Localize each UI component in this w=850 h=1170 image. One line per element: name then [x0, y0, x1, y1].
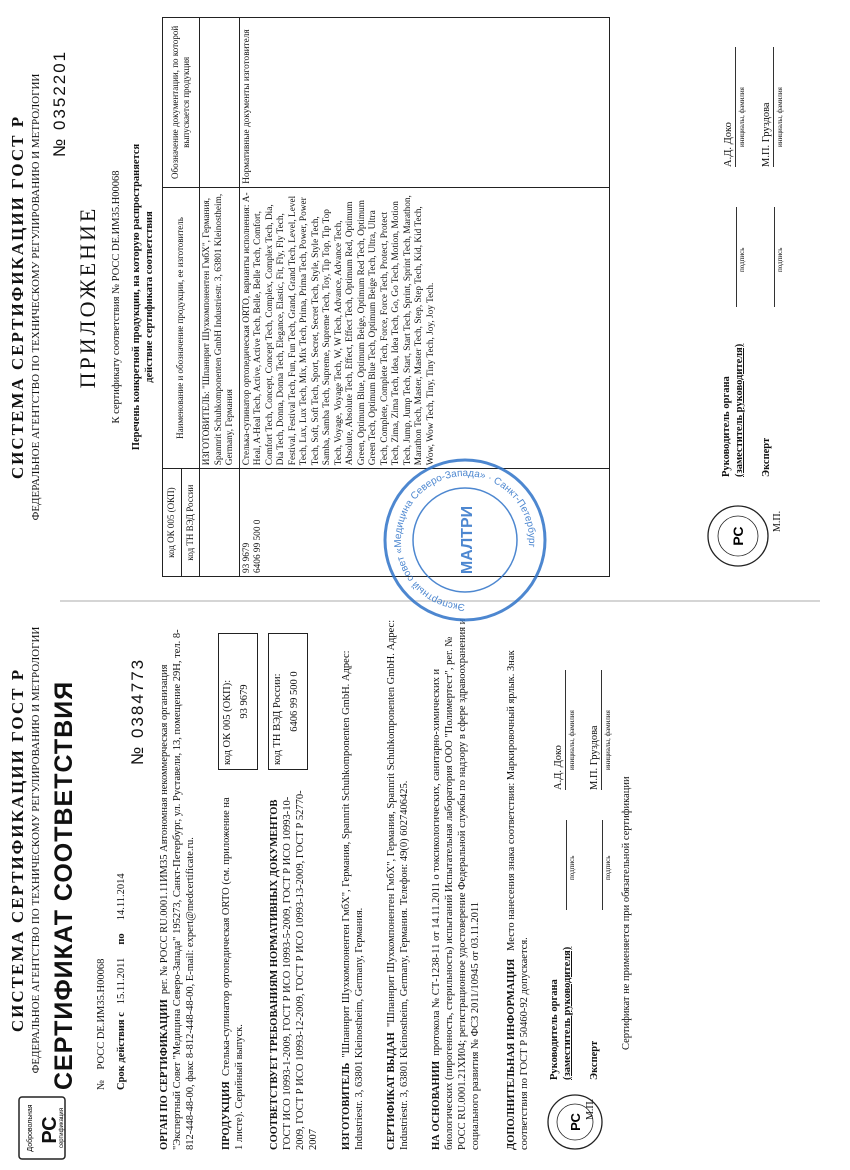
valid-to: 14.11.2014: [116, 873, 127, 921]
reg-number-line: [95, 959, 108, 1090]
agency-title: ФЕДЕРАЛЬНОЕ АГЕНТСТВО ПО ТЕХНИЧЕСКОМУ РЕГУЛИРОВАНИЮ И МЕТРОЛОГИИ: [30, 626, 42, 1074]
annex-to-cert: К сертификату соответствия № РОСС DE.ИМ35.Н00068: [111, 170, 122, 424]
annex-head-signature-line: [722, 207, 737, 307]
variants-cell: Стелька-супинатор ортопедическая ORTO, варианты исполнения: A-Heal, A-Heal Tech, Active, Active Tech, Belle, Belle Tech, Comfort, Comfort Tech, Concept, Concept Tech, Complex, Complex Tech, Dia, Dia Tech, Donna, Donna Tech, Elegance, Elastic, Fit, Fly, Fly Tech, Festival, Festival Tech, Fun, Fun Tech, Grand, Grand Tech, Level, Level Tech, Lux, Lux Tech, Mix, Mix Tech, Prima, Prima Tech, Power, Power Tech, Soft, Soft Tech, Sport, Secret, Secret Tech, Style, Style Tech, Samba, Samba Tech, Supreme, Supreme Tech, Toy, Tip Top, Tip Top Tech, Voyage, Voyage Tech, W, W Tech, Advance, Advance Tech, Absolute, Absolute Tech, Effect, Effect Tech, Optimum Red, Optimum Green, Optimum Blue, Optimum Beige, Optimum Red Tech, Optimum Green Tech, Optimum Blue Tech, Optimum Beige Tech, Ultra, Ultra Tech, Complete, Complete Tech, Force, Force Tech, Protect, Protect Tech, Zima, Zima Tech, Idea, Idea Tech, Go, Go Tech, Motion, Motion Tech, Jump, Jump Tech, Start, Start Tech, Sprint, Sprint Tech, Marathon, Marathon Tech, Master, Master Tech, Step, Step Tech, Kid, Kid Tech, Wow, Wow Tech, Tiny, Tiny Tech, Joy, Joy Tech.: [239, 187, 609, 468]
system-title: СИСТЕМА СЕРТИФИКАЦИИ ГОСТ Р: [8, 667, 27, 1033]
valid-to-label: по: [116, 933, 127, 945]
annex-agency-title: ФЕДЕРАЛЬНОЕ АГЕНТСТВО ПО ТЕХНИЧЕСКОМУ РЕГУЛИРОВАНИЮ И МЕТРОЛОГИИ: [30, 73, 42, 521]
svg-text:РС: РС: [39, 1116, 61, 1144]
annex-round-stamp-icon: [705, 503, 771, 569]
validity-label: Срок действия с: [116, 1012, 127, 1090]
head-signature-line: [552, 820, 567, 910]
annex-head-name: А.Д. Доко: [722, 47, 736, 167]
annex-head-label: Руководитель органа: [721, 376, 732, 477]
standards-text: ГОСТ ИСО 10993-1-2009, ГОСТ Р ИСО 10993-5-2009, ГОСТ Р ИСО 10993-10-2009, ГОСТ Р ИСО 10993-12-2009, ГОСТ Р ИСО 10993-13-2009, ГОСТ Р 52770-2007: [282, 790, 319, 1150]
head-fio-caption: инициалы, фамилия: [568, 710, 576, 770]
product-label: ПРОДУКЦИЯ: [221, 1081, 232, 1150]
no-label: №: [96, 1079, 107, 1090]
rst-logo-icon: [18, 1096, 66, 1160]
mp-label: М.П.: [585, 1098, 596, 1120]
footer-note: Сертификат не применяется при обязательной сертификации: [621, 776, 632, 1050]
issued-label: СЕРТИФИКАТ ВЫДАН: [386, 1032, 397, 1150]
okp-box: [218, 633, 258, 770]
standards-label: СООТВЕТСТВУЕТ ТРЕБОВАНИЯМ НОРМАТИВНЫХ ДОКУМЕНТОВ: [269, 799, 280, 1150]
tnved-label: код ТН ВЭД России:: [272, 673, 283, 765]
round-rst-stamp-icon: [545, 1092, 605, 1152]
annex-expert-sign-caption: подпись: [776, 247, 784, 272]
maker-label: ИЗГОТОВИТЕЛЬ: [341, 1062, 352, 1150]
stamp-ring-text: Экспертный совет «Медицина Северо-Запада» · Санкт-Петербург: [392, 467, 538, 613]
svg-text:РС: РС: [730, 526, 746, 546]
expert-name: М.П. Груздова: [588, 670, 602, 790]
certificate-title: СЕРТИФИКАТ СООТВЕТСТВИЯ: [50, 680, 78, 1090]
docs-cell: Нормативные документы изготовителя: [239, 18, 609, 188]
standards-section: [268, 790, 320, 1150]
annex-list-line2: действие сертификата соответствия: [144, 211, 155, 383]
extra-section: [505, 615, 531, 1150]
extra-label: ДОПОЛНИТЕЛЬНАЯ ИНФОРМАЦИЯ: [506, 958, 517, 1150]
head-sign-caption: подпись: [568, 855, 576, 880]
product-section: [220, 790, 246, 1150]
header-product: Наименование и обозначение продукции, ее изготовитель: [163, 187, 200, 468]
basis-section: [430, 615, 482, 1150]
organ-section: [158, 615, 197, 1150]
validity-line: [115, 873, 128, 1090]
annex-expert-fio-caption: инициалы, фамилия: [776, 87, 784, 147]
head-name: А.Д. Доко: [552, 670, 566, 790]
organization-stamp-icon: [380, 455, 550, 625]
table-row: [200, 18, 240, 577]
head-sub: (заместитель руководителя): [562, 946, 573, 1080]
organ-label: ОРГАН ПО СЕРТИФИКАЦИИ: [159, 999, 170, 1150]
annex-expert-label: Эксперт: [761, 437, 772, 477]
product-text: Стелька-супинатор ортопедическая ORTO (см. приложение на 1 листе). Серийный выпуск.: [221, 797, 245, 1150]
header-codes: [163, 469, 200, 577]
okp-code: 93 9679: [239, 684, 250, 719]
issued-text: "Шпаннрит Шухкомпонентен ГмбХ", Германия, Spannrit Schuhkomponenten GmbH. Адрес: Industriestr. 3, 63801 Kleinostheim, Germany, Германия. Телефон: 49(0) 6027406425.: [386, 619, 410, 1150]
extra-text: Место нанесения знака соответствия: Маркировочный ярлык. Знак соответствия по ГОСТ Р 50460-92 допускается.: [506, 650, 530, 1150]
okp-label: код ОК 005 (ОКП):: [222, 679, 233, 765]
stamp-center-text: МАЛТРИ: [459, 505, 476, 575]
tnved-box: [268, 633, 308, 770]
header-docs: Обозначение документации, по которой выпускается продукция: [163, 18, 200, 188]
annex-expert-name: М.П. Груздова: [760, 47, 774, 167]
annex-head-sign-caption: подпись: [738, 247, 746, 272]
annex-system-title: СИСТЕМА СЕРТИФИКАЦИИ ГОСТ Р: [8, 114, 27, 480]
maker-cell: ИЗГОТОВИТЕЛЬ: "Шпаннрит Шухкомпонентен ГмбХ", Германия, Spannrit Schuhkomponenten GmbH Industriestr. 3, 63801 Kleinostheim, Germany, Германия: [200, 187, 240, 468]
issued-section: [385, 615, 411, 1150]
expert-fio-caption: инициалы, фамилия: [604, 710, 612, 770]
head-label: Руководитель органа: [549, 979, 560, 1080]
svg-text:РС: РС: [568, 1113, 583, 1131]
expert-sign-caption: подпись: [604, 855, 612, 880]
tnved-code: 6406 99 500 0: [289, 671, 300, 732]
annex-mp-label: М.П.: [772, 510, 783, 532]
header-tnved: код ТН ВЭД России: [184, 484, 195, 561]
organ-text: рег. № РОСС RU.0001.11ИМ35 Автономная некоммерческая организация "Экспертный Совет "Медицина Северо-Запада" 195273, Санкт-Петербург, ул. Руставели, 13, помещение 29Н, тел. 8-812-448-48-00, факс 8-812-448-48-00, E-mail: expert@medcertificate.ru.: [159, 629, 196, 1150]
annex-head-sub: (заместитель руководителя): [734, 343, 745, 477]
basis-label: НА ОСНОВАНИИ: [431, 1060, 442, 1150]
annex-list-line1: Перечень конкретной продукции, на которую распространяется: [131, 143, 142, 451]
svg-text:сертификация: сертификация: [59, 1107, 65, 1149]
maker-text: "Шпаннрит Шухкомпонентен ГмбХ", Германия, Spannrit Schuhkomponenten GmbH. Адрес: Industriestr. 3, 63801 Kleinostheim, Germany, Германия.: [341, 650, 365, 1150]
valid-from: 15.11.2011: [116, 957, 127, 1005]
annex-expert-signature-line: [760, 207, 775, 307]
header-okp: код ОК 005 (ОКП): [163, 469, 182, 576]
annex-title: ПРИЛОЖЕНИЕ: [75, 205, 100, 389]
expert-signature-line: [588, 820, 603, 910]
expert-label: Эксперт: [589, 1040, 600, 1080]
certificate-page: [0, 610, 850, 1170]
head-label-block: [548, 920, 574, 1080]
annex-serial: № 0352201: [50, 49, 69, 157]
maker-section: [340, 615, 366, 1150]
basis-text: протокола № СТ-1238-11 от 14.11.2011 о токсикологических, санитарно-химических и биологических (пирогенность, стерильность) испытаний Испытательная лаборатория ООО "Полимертест", рег. № РОСС RU.0001.21ХИ04; регистрационное удостоверение Федеральной службы по надзору в сфере здравоохранения и социального развития № ФСЗ 2011/10945 от 03.11.2011: [431, 618, 481, 1150]
tnved-value: 6406 99 500 0: [253, 519, 263, 573]
serial-number: № 0384773: [128, 657, 147, 765]
annex-head-fio-caption: инициалы, фамилия: [738, 87, 746, 147]
logo-lettering: Добровольная: [27, 1104, 34, 1152]
annex-head-label-block: [720, 327, 746, 477]
okp-value: 93 9679: [241, 542, 252, 573]
table-header-row: [163, 18, 200, 577]
reg-number: РОСС DE.ИМ35.Н00068: [96, 958, 107, 1070]
